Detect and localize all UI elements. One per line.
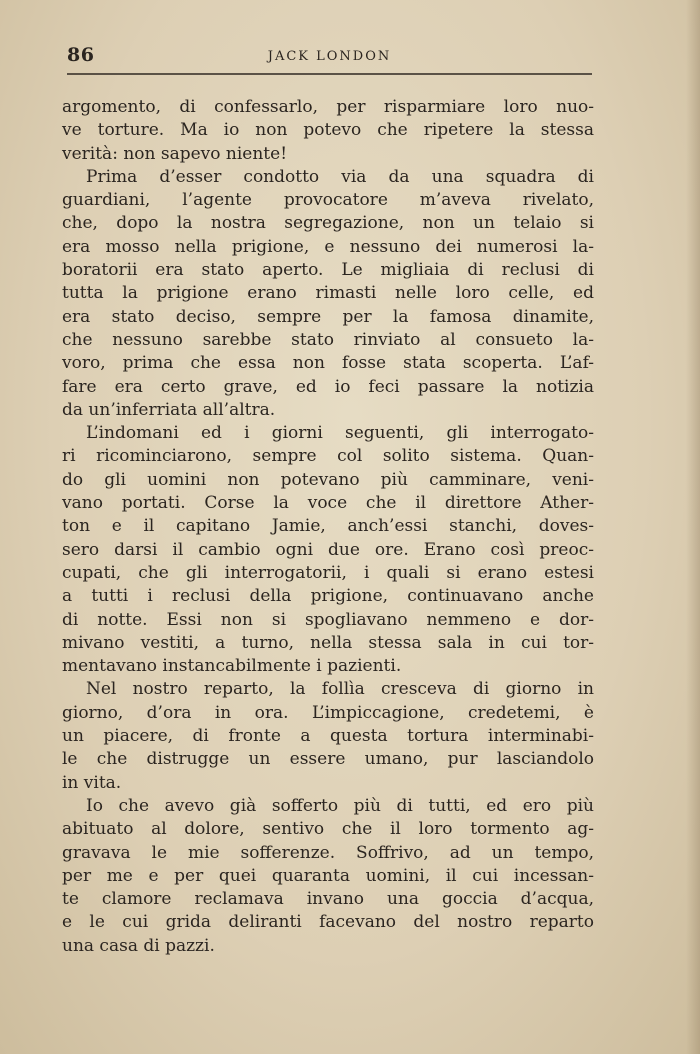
text-line: che, dopo la nostra segregazione, non un telaio si <box>62 213 594 234</box>
body-text <box>62 96 594 958</box>
text-line: di notte. Essi non si spogliavano nemmeno e dor- <box>62 609 594 630</box>
text-line: Nel nostro reparto, la follìa cresceva di giorno in <box>86 679 594 700</box>
page-edge-shadow <box>686 0 700 1054</box>
text-line: per me e per quei quaranta uomini, il cui incessan- <box>62 865 594 886</box>
text-line: boratorii era stato aperto. Le migliaia di reclusi di <box>62 260 594 281</box>
text-line: voro, prima che essa non fosse stata scoperta. L’af- <box>62 353 594 374</box>
page-header <box>67 40 592 72</box>
text-line: era stato deciso, sempre per la famosa dinamite, <box>62 306 594 327</box>
text-line: ve torture. Ma io non potevo che ripetere la stessa <box>62 120 594 141</box>
text-line: mentavano instancabilmente i pazienti. <box>62 656 402 677</box>
text-line: guardiani, l’agente provocatore m’aveva rivelato, <box>62 190 594 211</box>
header-rule <box>67 73 592 75</box>
text-line: verità: non sapevo niente! <box>62 143 288 164</box>
text-line: argomento, di confessarlo, per risparmiare loro nuo- <box>62 97 594 117</box>
text-line: do gli uomini non potevano più camminare, veni- <box>62 469 594 490</box>
text-line: che nessuno sarebbe stato rinviato al consueto la- <box>62 329 594 350</box>
text-line: un piacere, di fronte a questa tortura interminabi- <box>62 726 594 747</box>
text-line: da un’inferriata all’altra. <box>62 399 276 420</box>
text-line: L’indomani ed i giorni seguenti, gli interrogato- <box>86 423 594 444</box>
text-line: sero darsi il cambio ogni due ore. Erano così preoc- <box>62 539 594 560</box>
text-line: gravava le mie sofferenze. Soffrivo, ad un tempo, <box>62 842 594 863</box>
text-line: ri ricominciarono, sempre col solito sistema. Quan- <box>62 446 594 467</box>
text-line: vano portati. Corse la voce che il direttore Ather- <box>62 493 594 514</box>
text-line: giorno, d’ora in ora. L’impiccagione, credetemi, è <box>62 702 594 723</box>
text-line: cupati, che gli interrogatorii, i quali si erano estesi <box>62 562 594 583</box>
text-line: te clamore reclamava invano una goccia d’acqua, <box>62 889 594 910</box>
text-line: le che distrugge un essere umano, pur lasciandolo <box>62 749 594 770</box>
text-line: a tutti i reclusi della prigione, continuavano anche <box>62 586 594 607</box>
text-line: fare era certo grave, ed io feci passare la notizia <box>62 376 594 397</box>
running-head: JACK LONDON <box>267 49 392 64</box>
text-line: abituato al dolore, sentivo che il loro tormento ag- <box>62 819 594 840</box>
text-line: una casa di pazzi. <box>62 935 215 956</box>
page-number: 86 <box>67 44 95 66</box>
text-line: Io che avevo già sofferto più di tutti, ed ero più <box>86 795 594 816</box>
text-line: in vita. <box>62 772 122 793</box>
text-line: ton e il capitano Jamie, anch’essi stanchi, doves- <box>62 516 594 537</box>
text-line: Prima d’esser condotto via da una squadra di <box>86 166 594 187</box>
text-line: mivano vestiti, a turno, nella stessa sala in cui tor- <box>62 632 594 653</box>
text-line: e le cui grida deliranti facevano del nostro reparto <box>62 912 594 933</box>
text-line: era mosso nella prigione, e nessuno dei numerosi la- <box>62 236 594 257</box>
text-line: tutta la prigione erano rimasti nelle loro celle, ed <box>62 283 594 304</box>
